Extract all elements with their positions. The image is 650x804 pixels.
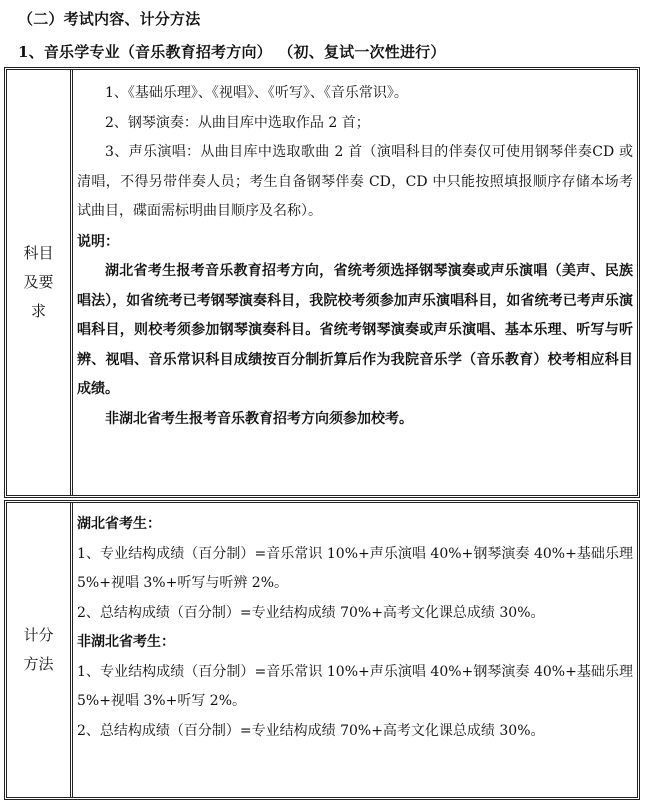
scoring-label: 计分方法 <box>23 626 54 673</box>
scoring-row <box>4 500 640 800</box>
requirements-label-cell <box>7 70 73 495</box>
non-hubei-formula: 1、专业结构成绩（百分制）=音乐常识 10%+声乐演唱 40%+钢琴演奏 40%+基础乐理 5%+视唱 3%+听写 2%。 <box>77 663 633 709</box>
sub-heading <box>18 41 446 62</box>
sub-heading-title: 1、音乐学专业（音乐教育招考方向） <box>18 43 272 61</box>
requirement-item: 1、《基础乐理》、《视唱》、《听写》、《音乐常识》。 <box>105 85 408 101</box>
hubei-formula: 1、专业结构成绩（百分制）=音乐常识 10%+声乐演唱 40%+钢琴演奏 40%+基础乐理 5%+视唱 3%+听写与听辨 2%。 <box>77 545 633 591</box>
non-hubei-formula: 2、总结构成绩（百分制）=专业结构成绩 70%+高考文化课总成绩 30%。 <box>77 722 545 739</box>
hubei-title: 湖北省考生： <box>77 516 161 532</box>
hubei-formula: 2、总结构成绩（百分制）=专业结构成绩 70%+高考文化课总成绩 30%。 <box>77 604 545 621</box>
requirement-item: 2、钢琴演奏：从曲目库中选取作品 2 首； <box>105 114 370 131</box>
note-label: 说明： <box>77 233 119 250</box>
non-hubei-title: 非湖北省考生： <box>77 634 175 650</box>
sub-heading-note: （初、复试一次性进行） <box>285 43 446 61</box>
scoring-content <box>77 503 633 797</box>
note-paragraph: 非湖北省考生报考音乐教育招考方向须参加校考。 <box>105 410 413 427</box>
requirements-label: 科目及要求 <box>23 244 54 320</box>
scoring-label-cell <box>7 503 73 797</box>
note-paragraph: 湖北省考生报考音乐教育招考方向，省统考须选择钢琴演奏或声乐演唱（美声、民族唱法），如省统考已考钢琴演奏科目，我院校考须参加声乐演唱科目，如省统考已考声乐演唱科目，则校考须参加钢琴演奏科目。省统考钢琴演奏或声乐演唱、基本乐理、听写与听辨、视唱、音乐常识科目成绩按百分制折算后作为我院音乐学（音乐教育）校考相应科目成绩。 <box>77 263 633 397</box>
requirements-content <box>77 70 633 495</box>
requirement-item: 3、声乐演唱：从曲目库中选取歌曲 2 首（演唱科目的伴奏仅可使用钢琴伴奏CD 或清唱，不得另带伴奏人员；考生自备钢琴伴奏 CD，CD 中只能按照填报顺序存储本场考试曲目，碟面需标明曲目顺序及名称）。 <box>77 144 633 219</box>
section-heading: （二）考试内容、计分方法 <box>18 10 201 28</box>
requirements-row <box>4 67 640 498</box>
